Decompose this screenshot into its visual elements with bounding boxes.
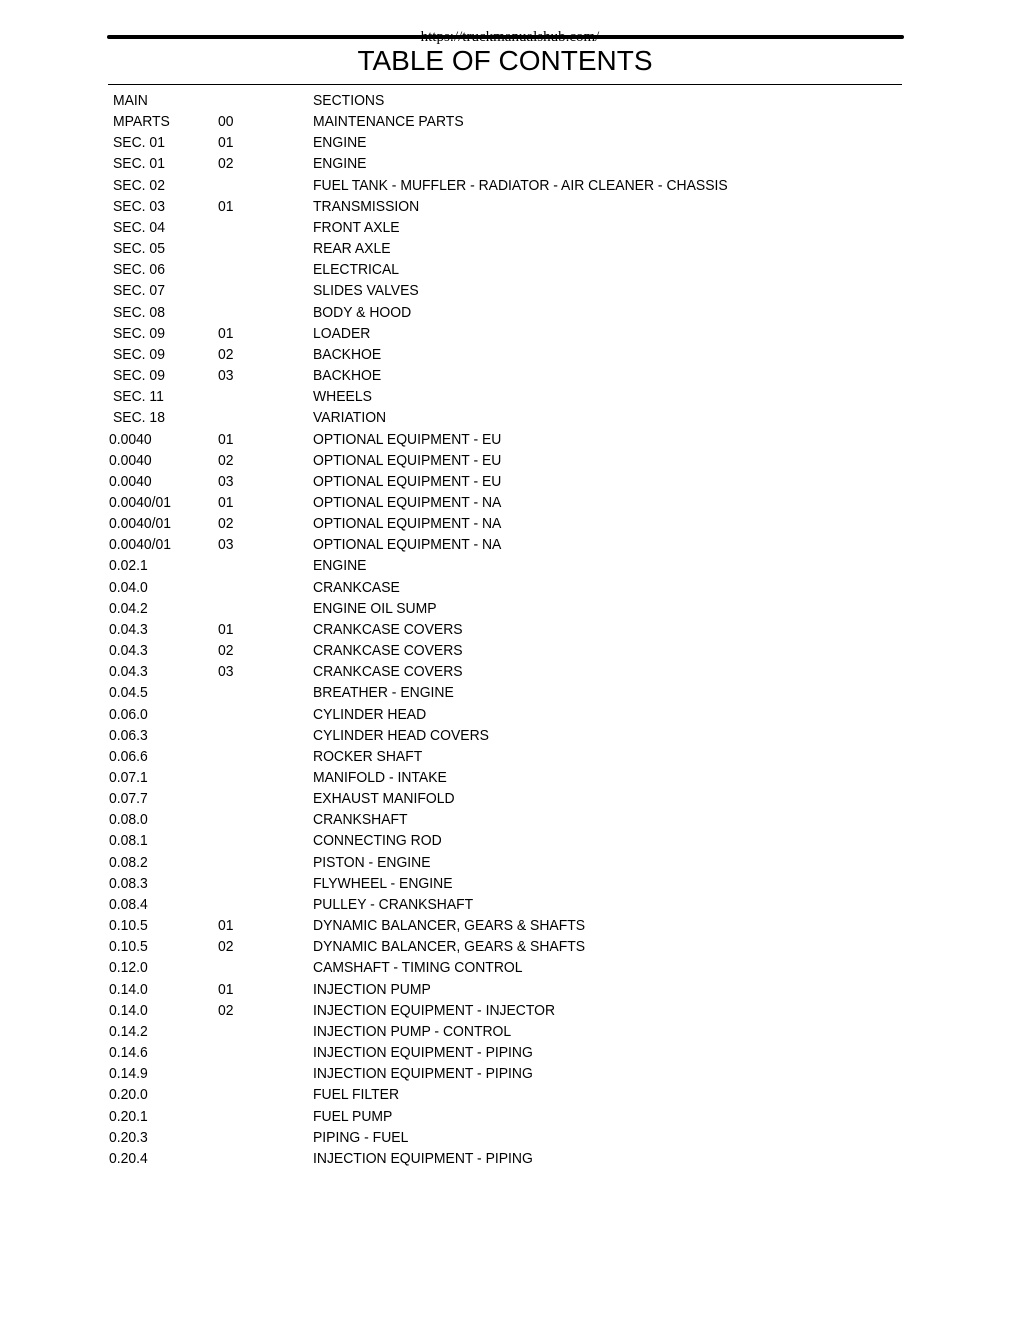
toc-description: CRANKSHAFT xyxy=(313,811,408,829)
toc-section-code: 0.08.3 xyxy=(109,874,148,892)
toc-sub-number: 01 xyxy=(218,620,234,638)
toc-description: FUEL PUMP xyxy=(313,1107,393,1125)
toc-row[interactable] xyxy=(0,344,1020,365)
toc-section-code: 0.07.7 xyxy=(109,790,148,808)
toc-description: LOADER xyxy=(313,324,371,342)
toc-description: CRANKCASE COVERS xyxy=(313,642,463,660)
toc-description: ENGINE xyxy=(313,557,367,575)
table-of-contents xyxy=(0,90,1020,1169)
toc-sub-number: 01 xyxy=(218,134,234,152)
toc-sub-number: 02 xyxy=(218,155,234,173)
toc-row[interactable] xyxy=(0,1084,1020,1105)
toc-section-code: 0.08.4 xyxy=(109,895,148,913)
toc-row[interactable] xyxy=(0,1106,1020,1127)
watermark-url[interactable]: https://truckmanualshub.com/ xyxy=(420,29,600,45)
toc-section-code: SEC. 09 xyxy=(113,345,165,363)
toc-row[interactable] xyxy=(0,90,1020,111)
toc-row[interactable] xyxy=(0,640,1020,661)
toc-row[interactable] xyxy=(0,1000,1020,1021)
toc-description: EXHAUST MANIFOLD xyxy=(313,790,455,808)
toc-description: CRANKCASE COVERS xyxy=(313,663,463,681)
toc-row[interactable] xyxy=(0,577,1020,598)
toc-section-code: 0.06.0 xyxy=(109,705,148,723)
toc-row[interactable] xyxy=(0,957,1020,978)
toc-description: ENGINE xyxy=(313,155,367,173)
toc-description: OPTIONAL EQUIPMENT - NA xyxy=(313,493,502,511)
toc-row[interactable] xyxy=(0,852,1020,873)
toc-sub-number: 02 xyxy=(218,642,234,660)
toc-row[interactable] xyxy=(0,788,1020,809)
toc-section-code: 0.0040 xyxy=(109,430,152,448)
toc-description: BACKHOE xyxy=(313,345,382,363)
toc-description: ENGINE xyxy=(313,134,367,152)
toc-sub-number: 03 xyxy=(218,472,234,490)
toc-description: INJECTION PUMP xyxy=(313,980,431,998)
toc-sub-number: 01 xyxy=(218,980,234,998)
toc-description: CONNECTING ROD xyxy=(313,832,442,850)
toc-row[interactable] xyxy=(0,1148,1020,1169)
toc-description: WHEELS xyxy=(313,388,372,406)
toc-description: INJECTION EQUIPMENT - PIPING xyxy=(313,1044,533,1062)
toc-row[interactable] xyxy=(0,661,1020,682)
toc-description: BACKHOE xyxy=(313,367,382,385)
toc-section-code: 0.14.0 xyxy=(109,1001,148,1019)
title-divider xyxy=(108,84,902,85)
toc-description: INJECTION EQUIPMENT - PIPING xyxy=(313,1065,533,1083)
toc-section-code: 0.20.3 xyxy=(109,1128,148,1146)
toc-section-code: 0.14.9 xyxy=(109,1065,148,1083)
toc-row[interactable] xyxy=(0,280,1020,301)
toc-section-code: 0.14.2 xyxy=(109,1022,148,1040)
toc-description: CYLINDER HEAD xyxy=(313,705,427,723)
toc-description: TRANSMISSION xyxy=(313,197,420,215)
toc-row[interactable] xyxy=(0,936,1020,957)
toc-section-code: 0.0040 xyxy=(109,451,152,469)
toc-sub-number: 01 xyxy=(218,430,234,448)
toc-description: ROCKER SHAFT xyxy=(313,747,423,765)
toc-row[interactable] xyxy=(0,365,1020,386)
toc-section-code: SEC. 03 xyxy=(113,197,165,215)
toc-section-code: SEC. 07 xyxy=(113,282,165,300)
toc-section-code: SEC. 01 xyxy=(113,155,165,173)
toc-description: PULLEY - CRANKSHAFT xyxy=(313,895,474,913)
toc-row[interactable] xyxy=(0,259,1020,280)
toc-description: CRANKCASE xyxy=(313,578,400,596)
toc-sub-number: 01 xyxy=(218,917,234,935)
toc-description: ELECTRICAL xyxy=(313,261,400,279)
toc-row[interactable] xyxy=(0,217,1020,238)
toc-section-code: 0.06.6 xyxy=(109,747,148,765)
toc-section-code: 0.20.4 xyxy=(109,1149,148,1167)
toc-row[interactable] xyxy=(0,1127,1020,1148)
page-title: TABLE OF CONTENTS xyxy=(357,45,653,76)
toc-section-code: 0.04.2 xyxy=(109,599,148,617)
toc-description: OPTIONAL EQUIPMENT - EU xyxy=(313,472,502,490)
toc-sub-number: 02 xyxy=(218,938,234,956)
toc-row[interactable] xyxy=(0,407,1020,428)
toc-section-code: 0.20.0 xyxy=(109,1086,148,1104)
toc-sub-number: 02 xyxy=(218,451,234,469)
toc-row[interactable] xyxy=(0,196,1020,217)
toc-row[interactable] xyxy=(0,915,1020,936)
toc-description: PIPING - FUEL xyxy=(313,1128,409,1146)
toc-section-code: SEC. 04 xyxy=(113,218,165,236)
toc-sub-number: 03 xyxy=(218,367,234,385)
toc-description: CRANKCASE COVERS xyxy=(313,620,463,638)
toc-section-code: 0.07.1 xyxy=(109,769,148,786)
toc-row[interactable] xyxy=(0,302,1020,323)
toc-section-code: 0.20.1 xyxy=(109,1107,148,1125)
toc-section-code: SEC. 11 xyxy=(113,388,164,406)
toc-description: FRONT AXLE xyxy=(313,218,400,236)
toc-description: BREATHER - ENGINE xyxy=(313,684,454,702)
toc-section-code: SEC. 09 xyxy=(113,367,165,385)
toc-description: INJECTION EQUIPMENT - PIPING xyxy=(313,1149,533,1167)
toc-section-code: 0.10.5 xyxy=(109,938,148,956)
toc-sub-number: 01 xyxy=(218,197,234,215)
toc-description: FUEL TANK - MUFFLER - RADIATOR - AIR CLEANER - CHASSIS xyxy=(313,176,728,194)
toc-section-code: 0.0040/01 xyxy=(109,536,172,554)
toc-section-code: SEC. 09 xyxy=(113,324,165,342)
toc-section-code: 0.04.3 xyxy=(109,663,148,681)
toc-description: INJECTION EQUIPMENT - INJECTOR xyxy=(313,1001,556,1019)
toc-description: OPTIONAL EQUIPMENT - NA xyxy=(313,515,502,533)
toc-row[interactable] xyxy=(0,598,1020,619)
toc-description: REAR AXLE xyxy=(313,240,391,258)
toc-description: OPTIONAL EQUIPMENT - EU xyxy=(313,430,502,448)
toc-description: SECTIONS xyxy=(313,92,385,109)
toc-row[interactable] xyxy=(0,513,1020,534)
toc-row[interactable] xyxy=(0,809,1020,830)
toc-row[interactable] xyxy=(0,534,1020,555)
toc-description: OPTIONAL EQUIPMENT - NA xyxy=(313,536,502,554)
toc-description: ENGINE OIL SUMP xyxy=(313,599,437,617)
toc-section-code: 0.04.3 xyxy=(109,620,148,638)
toc-row[interactable] xyxy=(0,132,1020,153)
toc-description: MAINTENANCE PARTS xyxy=(313,113,464,131)
toc-section-code: MPARTS xyxy=(113,113,170,131)
toc-section-code: SEC. 01 xyxy=(113,134,165,152)
toc-row[interactable] xyxy=(0,767,1020,788)
toc-sub-number: 02 xyxy=(218,515,234,533)
toc-description: OPTIONAL EQUIPMENT - EU xyxy=(313,451,502,469)
toc-section-code: 0.06.3 xyxy=(109,726,148,744)
toc-section-code: SEC. 05 xyxy=(113,240,165,258)
toc-row[interactable] xyxy=(0,1042,1020,1063)
toc-description: MANIFOLD - INTAKE xyxy=(313,769,447,786)
toc-description: CAMSHAFT - TIMING CONTROL xyxy=(313,959,523,977)
toc-row[interactable] xyxy=(0,238,1020,259)
toc-row[interactable] xyxy=(0,704,1020,725)
toc-description: DYNAMIC BALANCER, GEARS & SHAFTS xyxy=(313,917,586,935)
toc-sub-number: 01 xyxy=(218,324,234,342)
toc-row[interactable] xyxy=(0,492,1020,513)
toc-row[interactable] xyxy=(0,894,1020,915)
toc-sub-number: 03 xyxy=(218,536,234,554)
toc-section-code: 0.04.5 xyxy=(109,684,148,702)
toc-row[interactable] xyxy=(0,111,1020,132)
toc-section-code: 0.08.1 xyxy=(109,832,148,850)
toc-section-code: SEC. 18 xyxy=(113,409,165,427)
toc-section-code: SEC. 06 xyxy=(113,261,165,279)
toc-row[interactable] xyxy=(0,153,1020,174)
toc-description: PISTON - ENGINE xyxy=(313,853,431,871)
toc-row[interactable] xyxy=(0,471,1020,492)
toc-row[interactable] xyxy=(0,725,1020,746)
toc-description: SLIDES VALVES xyxy=(313,282,419,300)
toc-row[interactable] xyxy=(0,1063,1020,1084)
toc-row[interactable] xyxy=(0,830,1020,851)
toc-row[interactable] xyxy=(0,555,1020,576)
toc-description: CYLINDER HEAD COVERS xyxy=(313,726,489,744)
toc-section-code: 0.14.0 xyxy=(109,980,148,998)
toc-description: FUEL FILTER xyxy=(313,1086,400,1104)
toc-sub-number: 02 xyxy=(218,345,234,363)
toc-description: BODY & HOOD xyxy=(313,303,412,321)
toc-description: VARIATION xyxy=(313,409,387,427)
toc-row[interactable] xyxy=(0,386,1020,407)
toc-section-code: 0.0040/01 xyxy=(109,515,172,533)
toc-sub-number: 01 xyxy=(218,493,234,511)
toc-section-code: 0.10.5 xyxy=(109,917,148,935)
toc-section-code: 0.08.2 xyxy=(109,853,148,871)
toc-section-code: 0.02.1 xyxy=(109,557,148,575)
toc-section-code: 0.0040/01 xyxy=(109,493,172,511)
toc-sub-number: 03 xyxy=(218,663,234,681)
toc-section-code: 0.04.0 xyxy=(109,578,148,596)
toc-section-code: SEC. 08 xyxy=(113,303,165,321)
toc-section-code: 0.12.0 xyxy=(109,959,148,977)
toc-description: DYNAMIC BALANCER, GEARS & SHAFTS xyxy=(313,938,586,956)
toc-row[interactable] xyxy=(0,450,1020,471)
toc-section-code: MAIN xyxy=(113,92,148,109)
toc-section-code: 0.0040 xyxy=(109,472,152,490)
toc-description: INJECTION PUMP - CONTROL xyxy=(313,1022,512,1040)
toc-row[interactable] xyxy=(0,979,1020,1000)
toc-description: FLYWHEEL - ENGINE xyxy=(313,874,453,892)
toc-row[interactable] xyxy=(0,429,1020,450)
toc-row[interactable] xyxy=(0,746,1020,767)
toc-row[interactable] xyxy=(0,323,1020,344)
toc-row[interactable] xyxy=(0,873,1020,894)
toc-section-code: 0.14.6 xyxy=(109,1044,148,1062)
toc-section-code: 0.04.3 xyxy=(109,642,148,660)
toc-row[interactable] xyxy=(0,619,1020,640)
toc-section-code: 0.08.0 xyxy=(109,811,148,829)
toc-section-code: SEC. 02 xyxy=(113,176,165,194)
toc-sub-number: 00 xyxy=(218,113,234,131)
toc-row[interactable] xyxy=(0,175,1020,196)
toc-row[interactable] xyxy=(0,682,1020,703)
toc-sub-number: 02 xyxy=(218,1001,234,1019)
toc-row[interactable] xyxy=(0,1021,1020,1042)
